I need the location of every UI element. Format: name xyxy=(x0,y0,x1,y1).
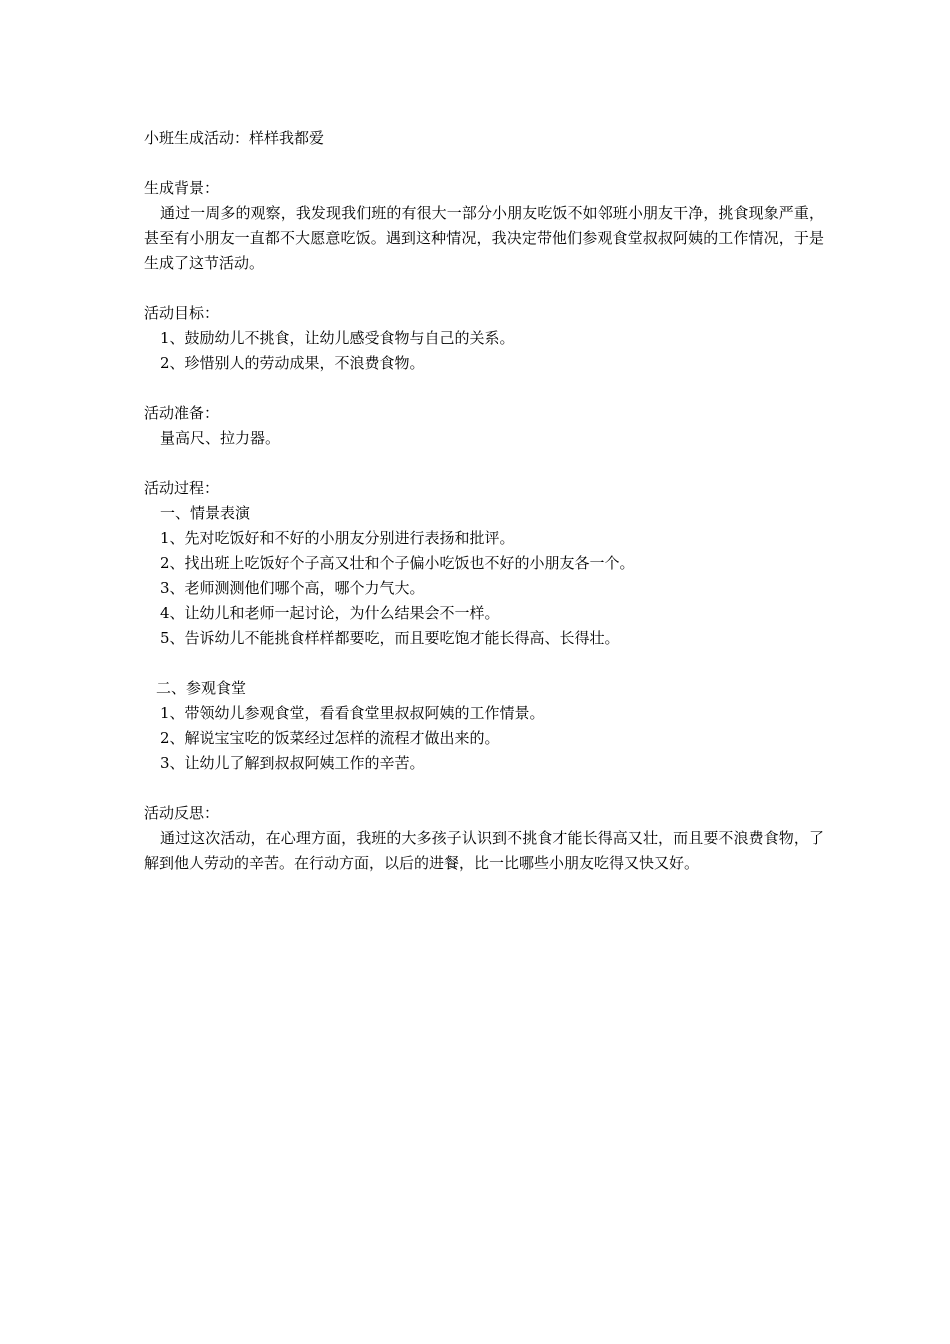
process-section-title: 一、情景表演 xyxy=(160,504,251,522)
process-step: 2、解说宝宝吃的饭菜经过怎样的流程才做出来的。 xyxy=(160,729,500,747)
document-body xyxy=(144,126,824,876)
reflection-heading: 活动反思： xyxy=(144,804,220,822)
goals-heading: 活动目标： xyxy=(144,304,220,322)
preparation-text: 量高尺、拉力器。 xyxy=(160,429,281,447)
background-text: 通过一周多的观察，我发现我们班的有很大一部分小朋友吃饭不如邻班小朋友干净，挑食现象严重，甚至有小朋友一直都不大愿意吃饭。遇到这种情况，我决定带他们参观食堂叔叔阿姨的工作情况，于是生成了这节活动。 xyxy=(144,204,824,272)
document-title: 小班生成活动：样样我都爱 xyxy=(144,129,325,147)
process-step: 4、让幼儿和老师一起讨论，为什么结果会不一样。 xyxy=(160,604,500,622)
process-step: 3、老师测测他们哪个高，哪个力气大。 xyxy=(160,579,425,597)
preparation-heading: 活动准备： xyxy=(144,404,220,422)
process-section-title: 二、参观食堂 xyxy=(156,679,247,697)
process-step: 5、告诉幼儿不能挑食样样都要吃，而且要吃饱才能长得高、长得壮。 xyxy=(160,629,620,647)
process-step: 2、找出班上吃饭好个子高又壮和个子偏小吃饭也不好的小朋友各一个。 xyxy=(160,554,635,572)
process-heading: 活动过程： xyxy=(144,479,220,497)
goal-item: 2、珍惜别人的劳动成果，不浪费食物。 xyxy=(160,354,425,372)
process-step: 3、让幼儿了解到叔叔阿姨工作的辛苦。 xyxy=(160,754,425,772)
process-step: 1、带领幼儿参观食堂，看看食堂里叔叔阿姨的工作情景。 xyxy=(160,704,545,722)
background-heading: 生成背景： xyxy=(144,179,220,197)
process-step: 1、先对吃饭好和不好的小朋友分别进行表扬和批评。 xyxy=(160,529,515,547)
reflection-text: 通过这次活动，在心理方面，我班的大多孩子认识到不挑食才能长得高又壮，而且要不浪费食物，了解到他人劳动的辛苦。在行动方面，以后的进餐，比一比哪些小朋友吃得又快又好。 xyxy=(144,829,824,872)
goal-item: 1、鼓励幼儿不挑食，让幼儿感受食物与自己的关系。 xyxy=(160,329,515,347)
